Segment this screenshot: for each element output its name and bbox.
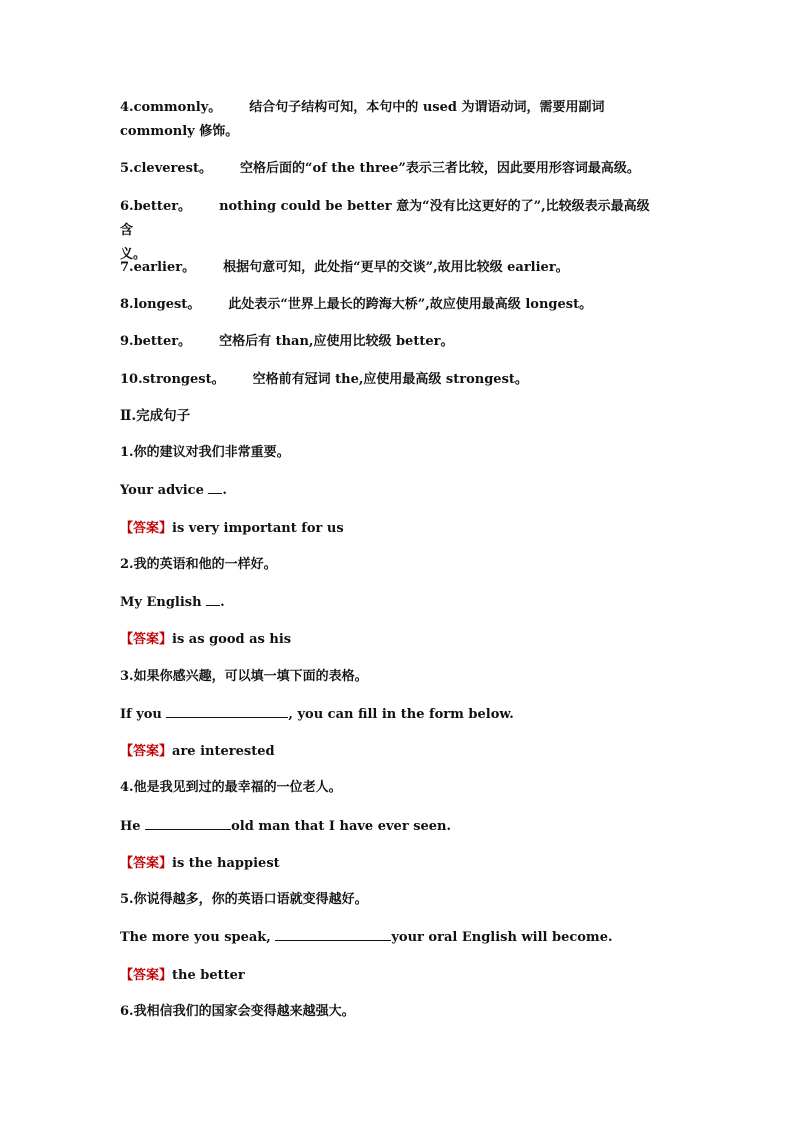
explanation-item	[120, 368, 660, 392]
answer-line	[120, 517, 660, 541]
answer-label: 【答案】	[120, 856, 173, 871]
explanation-number: 4.commonly。	[120, 100, 222, 115]
answer-blank	[275, 926, 391, 941]
explanation-number: 8.longest。	[120, 297, 201, 312]
section-heading: Ⅱ.完成句子	[120, 408, 191, 424]
answer-text: is very important for us	[172, 521, 344, 536]
answer-line	[120, 628, 660, 652]
answer-label: 【答案】	[120, 744, 173, 759]
answer-label: 【答案】	[120, 968, 173, 983]
explanation-item	[120, 96, 660, 144]
answer-text: the better	[172, 968, 245, 983]
answer-line	[120, 740, 660, 764]
question-sentence	[120, 479, 660, 503]
sentence-before: My English	[120, 595, 202, 610]
answer-line	[120, 964, 660, 988]
explanation-text: 此处表示“世界上最长的跨海大桥”,故应使用最高级 longest。	[228, 297, 593, 312]
sentence-after: old man that I have ever seen.	[231, 819, 452, 834]
question-sentence	[120, 703, 660, 727]
explanation-text: 空格前有冠词 the,应使用最高级 strongest。	[252, 372, 528, 387]
explanation-item	[120, 330, 660, 354]
explanation-item	[120, 157, 660, 181]
question-sentence	[120, 815, 660, 839]
explanation-item	[120, 256, 660, 280]
question-prompt: 3.如果你感兴趣，可以填一填下面的表格。	[120, 669, 368, 684]
explanation-text-continued: 义。	[120, 247, 147, 262]
explanation-text: 结合句子结构可知，本句中的 used 为谓语动词，需要用副词	[249, 100, 605, 115]
answer-text: are interested	[172, 744, 275, 759]
sentence-before: He	[120, 819, 141, 834]
question-prompt: 2.我的英语和他的一样好。	[120, 557, 277, 572]
question-prompt: 5.你说得越多，你的英语口语就变得越好。	[120, 892, 368, 907]
explanation-text: 空格后有 than,应使用比较级 better。	[219, 334, 454, 349]
explanation-number: 10.strongest。	[120, 372, 225, 387]
question-sentence	[120, 926, 660, 950]
answer-blank	[166, 703, 288, 718]
explanation-text-continued: commonly 修饰。	[120, 124, 239, 139]
answer-label: 【答案】	[120, 632, 173, 647]
explanation-text: 根据句意可知，此处指“更早的交谈”,故用比较级 earlier。	[223, 260, 569, 275]
answer-line	[120, 852, 660, 876]
sentence-after: your oral English will become.	[391, 930, 613, 945]
answer-blank	[206, 591, 220, 606]
answer-label: 【答案】	[120, 521, 173, 536]
sentence-before: The more you speak,	[120, 930, 271, 945]
answer-blank	[208, 479, 222, 494]
explanation-item	[120, 293, 660, 317]
sentence-after: .	[222, 483, 227, 498]
explanation-text: nothing could be better 意为“没有比这更好的了”,比较级表示最高级含	[120, 199, 650, 238]
sentence-after: , you can fill in the form below.	[288, 707, 514, 722]
explanation-number: 5.cleverest。	[120, 161, 212, 176]
explanation-text: 空格后面的“of the three”表示三者比较，因此要用形容词最高级。	[239, 161, 640, 176]
sentence-after: .	[220, 595, 225, 610]
question-prompt: 4.他是我见到过的最幸福的一位老人。	[120, 780, 342, 795]
answer-text: is the happiest	[172, 856, 280, 871]
question-prompt: 6.我相信我们的国家会变得越来越强大。	[120, 1004, 355, 1019]
sentence-before: If you	[120, 707, 162, 722]
sentence-before: Your advice	[120, 483, 204, 498]
answer-text: is as good as his	[172, 632, 292, 647]
question-sentence	[120, 591, 660, 615]
answer-blank	[145, 815, 231, 830]
explanation-number: 7.earlier。	[120, 260, 196, 275]
explanation-number: 9.better。	[120, 334, 192, 349]
question-prompt: 1.你的建议对我们非常重要。	[120, 445, 290, 460]
explanation-number: 6.better。	[120, 199, 192, 214]
